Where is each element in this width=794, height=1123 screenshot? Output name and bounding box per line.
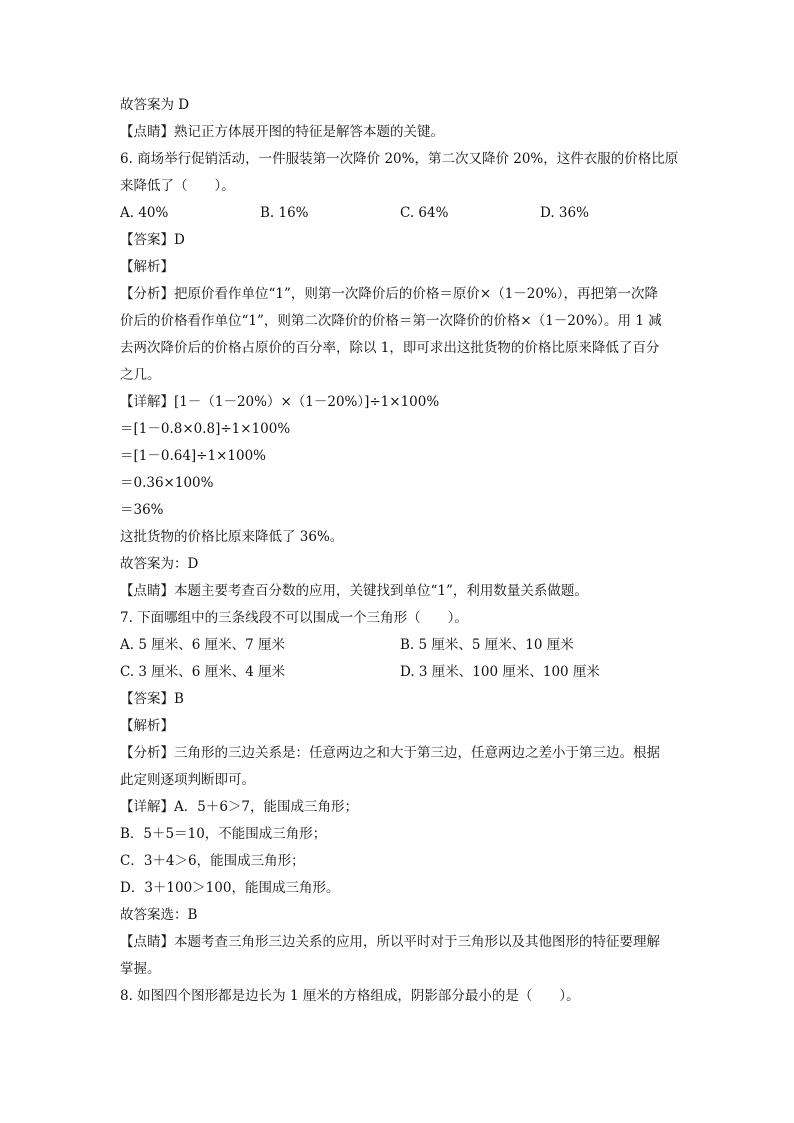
comment-line: 【点睛】本题主要考查百分数的应用，关键找到单位“1”，利用数量关系做题。	[120, 583, 588, 599]
analysis-line: 之几。	[120, 367, 161, 383]
detail-line: C．3＋4＞6，能围成三角形；	[120, 853, 305, 869]
calc-line: ＝0.36×100%	[120, 475, 214, 491]
option-b: B. 5 厘米、5 厘米、10 厘米	[400, 637, 574, 653]
question-7-options-row-2	[120, 659, 680, 686]
question-6-stem: 6. 商场举行促销活动，一件服装第一次降价 20%，第二次又降价 20%，这件衣服的价格比原	[120, 151, 679, 167]
calc-line: ＝36%	[120, 502, 164, 518]
analysis-heading: 【解析】	[120, 718, 174, 734]
option-a: A. 40%	[120, 205, 169, 221]
analysis-line: 价后的价格看作单位“1”，则第二次降价的价格＝第一次降价的价格×（1－20%）。用 1 减	[120, 313, 662, 329]
analysis-heading: 【解析】	[120, 259, 174, 275]
option-d: D. 36%	[540, 205, 589, 221]
option-c: C. 3 厘米、6 厘米、4 厘米	[120, 664, 286, 680]
analysis-line: 去两次降价后的价格占原价的百分率，除以 1，即可求出这批货物的价格比原来降低了百分	[120, 340, 660, 356]
analysis-line: 【分析】三角形的三边关系是：任意两边之和大于第三边，任意两边之差小于第三边。根据	[120, 745, 660, 761]
calc-line: ＝[1－0.8×0.8]÷1×100%	[120, 421, 291, 437]
answer-line: 【答案】B	[120, 691, 184, 707]
detail-line: D．3＋100＞100，能围成三角形。	[120, 880, 340, 896]
analysis-line: 此定则逐项判断即可。	[120, 772, 255, 788]
analysis-line: 【分析】把原价看作单位“1”，则第一次降价后的价格＝原价×（1－20%），再把第一次降	[120, 286, 659, 302]
comment-line: 掌握。	[120, 961, 161, 977]
answer-line: 故答案选：B	[120, 907, 198, 923]
question-7-stem: 7. 下面哪组中的三条线段不可以围成一个三角形（ ）。	[120, 610, 468, 626]
comment-line: 【点睛】熟记正方体展开图的特征是解答本题的关键。	[120, 124, 444, 140]
detail-line: 【详解】A．5＋6＞7，能围成三角形；	[120, 799, 359, 815]
comment-line: 【点睛】本题考查三角形三边关系的应用，所以平时对于三角形以及其他图形的特征要理解	[120, 934, 660, 950]
option-b: B. 16%	[260, 205, 309, 221]
conclusion-line: 这批货物的价格比原来降低了 36%。	[120, 529, 344, 545]
calc-line: ＝[1－0.64]÷1×100%	[120, 448, 266, 464]
document-content	[120, 92, 680, 1010]
option-d: D. 3 厘米、100 厘米、100 厘米	[400, 664, 600, 680]
answer-line: 故答案为 D	[120, 97, 190, 113]
option-c: C. 64%	[400, 205, 449, 221]
detail-line: B．5＋5＝10，不能围成三角形；	[120, 826, 327, 842]
question-6-options	[120, 200, 680, 227]
option-a: A. 5 厘米、6 厘米、7 厘米	[120, 637, 285, 653]
answer-line: 故答案为：D	[120, 556, 199, 572]
answer-line: 【答案】D	[120, 232, 185, 248]
question-7-options-row-1	[120, 632, 680, 659]
detail-line: 【详解】[1－（1－20%）×（1－20%）]÷1×100%	[120, 394, 440, 410]
question-8-stem: 8. 如图四个图形都是边长为 1 厘米的方格组成，阴影部分最小的是（ ）。	[120, 988, 580, 1004]
question-6-stem-cont: 来降低了（ ）。	[120, 178, 235, 194]
